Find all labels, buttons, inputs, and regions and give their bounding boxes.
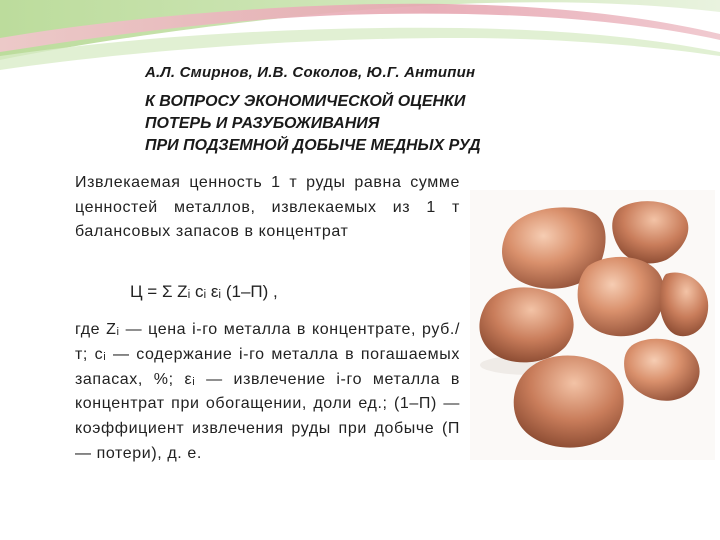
- nugget-center: [578, 257, 665, 336]
- nugget-left-middle: [479, 287, 573, 362]
- copper-nuggets-photo: [470, 190, 715, 460]
- formula-legend-paragraph: где Zᵢ — цена i-го металла в концентрате, руб./т; cᵢ — содержание i-го металла в погашаемых запасах, %; εᵢ — извлечение i-го металла в концентрат при обогащении, доли ед.; (1–П) — коэффициент извлечения руды при добыче (П — потери), д. е.: [75, 321, 460, 462]
- nugget-bottom-large: [514, 356, 624, 448]
- title-line-3: ПРИ ПОДЗЕМНОЙ ДОБЫЧЕ МЕДНЫХ РУД: [145, 137, 481, 154]
- article-authors: А.Л. Смирнов, И.В. Соколов, Ю.Г. Антипин: [145, 64, 476, 81]
- article-title: [145, 91, 615, 157]
- title-line-1: К ВОПРОСУ ЭКОНОМИЧЕСКОЙ ОЦЕНКИ: [145, 93, 466, 110]
- definition-paragraph: Извлекаемая ценность 1 т руды равна сумме ценностей металлов, извлекаемых из 1 т балансовых запасов в концентрат: [75, 174, 460, 240]
- value-formula: Ц = Σ Zᵢ cᵢ εᵢ (1–П) ,: [130, 282, 278, 301]
- title-line-2: ПОТЕРЬ И РАЗУБОЖИВАНИЯ: [145, 115, 380, 132]
